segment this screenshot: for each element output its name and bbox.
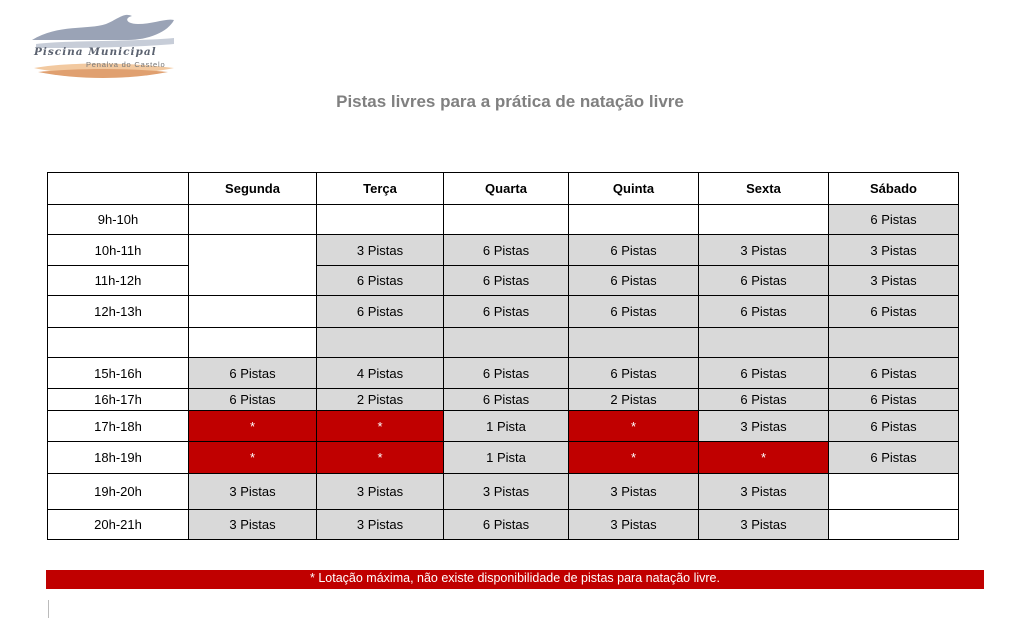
schedule-table (47, 172, 959, 540)
header-row (48, 173, 959, 205)
schedule-cell (317, 328, 444, 358)
schedule-cell: 6 Pistas (699, 266, 829, 296)
table-row (48, 474, 959, 510)
schedule-cell: 6 Pistas (444, 296, 569, 328)
text-cursor (48, 600, 49, 618)
schedule-cell: 6 Pistas (829, 296, 959, 328)
schedule-cell: 6 Pistas (829, 205, 959, 235)
schedule-cell (189, 296, 317, 328)
day-header-thursday: Quinta (569, 173, 699, 205)
schedule-cell: 6 Pistas (699, 389, 829, 411)
full-capacity-cell: * (317, 411, 444, 442)
logo (28, 10, 178, 85)
table-row-break (48, 328, 959, 358)
schedule-cell: 3 Pistas (569, 474, 699, 510)
schedule-cell: 3 Pistas (317, 474, 444, 510)
schedule-cell: 6 Pistas (829, 442, 959, 474)
schedule-cell (829, 328, 959, 358)
schedule-cell: 3 Pistas (444, 474, 569, 510)
day-header-saturday: Sábado (829, 173, 959, 205)
page-title: Pistas livres para a prática de natação livre (336, 92, 684, 111)
day-header-wednesday: Quarta (444, 173, 569, 205)
full-capacity-cell: * (699, 442, 829, 474)
corner-cell (48, 173, 189, 205)
schedule-cell (317, 205, 444, 235)
full-capacity-cell: * (189, 442, 317, 474)
schedule-cell (569, 205, 699, 235)
hour-label: 12h-13h (48, 296, 189, 328)
table-row (48, 266, 959, 296)
table-row (48, 296, 959, 328)
table-row (48, 358, 959, 389)
hour-label: 18h-19h (48, 442, 189, 474)
schedule-cell (569, 328, 699, 358)
table-row (48, 442, 959, 474)
schedule-cell: 6 Pistas (317, 266, 444, 296)
table-row (48, 389, 959, 411)
schedule-cell: 4 Pistas (317, 358, 444, 389)
schedule-cell (189, 205, 317, 235)
footnote-banner: * Lotação máxima, não existe disponibilidade de pistas para natação livre. (46, 570, 984, 589)
schedule-cell (189, 235, 317, 296)
schedule-cell: 6 Pistas (829, 389, 959, 411)
schedule-cell: 6 Pistas (569, 358, 699, 389)
schedule-cell: 6 Pistas (444, 235, 569, 266)
full-capacity-cell: * (569, 442, 699, 474)
schedule-cell: 3 Pistas (699, 411, 829, 442)
day-header-friday: Sexta (699, 173, 829, 205)
schedule-cell: 2 Pistas (569, 389, 699, 411)
hour-label: 19h-20h (48, 474, 189, 510)
hour-label: 15h-16h (48, 358, 189, 389)
hour-label: 20h-21h (48, 510, 189, 540)
schedule-cell: 6 Pistas (699, 358, 829, 389)
schedule-cell: 3 Pistas (699, 235, 829, 266)
table-row (48, 510, 959, 540)
schedule-cell: 6 Pistas (444, 266, 569, 296)
hour-label: 9h-10h (48, 205, 189, 235)
table-row (48, 205, 959, 235)
hour-label: 10h-11h (48, 235, 189, 266)
table-row (48, 235, 959, 266)
schedule-cell: 6 Pistas (569, 296, 699, 328)
schedule-cell (444, 328, 569, 358)
schedule-cell: 6 Pistas (569, 266, 699, 296)
schedule-cell (699, 328, 829, 358)
hour-label: 11h-12h (48, 266, 189, 296)
logo-subtitle: Penalva do Castelo (86, 60, 166, 69)
schedule-cell: 6 Pistas (317, 296, 444, 328)
schedule-cell: 3 Pistas (189, 474, 317, 510)
day-header-tuesday: Terça (317, 173, 444, 205)
schedule-cell: 3 Pistas (317, 510, 444, 540)
hour-label: 16h-17h (48, 389, 189, 411)
schedule-cell: 3 Pistas (699, 510, 829, 540)
schedule-cell: 6 Pistas (444, 389, 569, 411)
schedule-cell: 1 Pista (444, 411, 569, 442)
schedule-cell: 3 Pistas (317, 235, 444, 266)
schedule-cell: 3 Pistas (189, 510, 317, 540)
schedule-cell: 2 Pistas (317, 389, 444, 411)
hour-label: 17h-18h (48, 411, 189, 442)
schedule-cell: 1 Pista (444, 442, 569, 474)
schedule-cell (189, 328, 317, 358)
schedule-cell: 3 Pistas (699, 474, 829, 510)
full-capacity-cell: * (569, 411, 699, 442)
full-capacity-cell: * (189, 411, 317, 442)
schedule-cell (699, 205, 829, 235)
full-capacity-cell: * (317, 442, 444, 474)
schedule-cell (829, 474, 959, 510)
schedule-cell: 6 Pistas (569, 235, 699, 266)
schedule-cell: 3 Pistas (829, 235, 959, 266)
day-header-monday: Segunda (189, 173, 317, 205)
schedule-cell: 3 Pistas (569, 510, 699, 540)
schedule-cell: 6 Pistas (444, 510, 569, 540)
table-row (48, 411, 959, 442)
empty-hour-label (48, 328, 189, 358)
schedule-cell (829, 510, 959, 540)
schedule-cell: 6 Pistas (699, 296, 829, 328)
schedule-cell (444, 205, 569, 235)
schedule-cell: 6 Pistas (829, 358, 959, 389)
schedule-cell: 3 Pistas (829, 266, 959, 296)
schedule-cell: 6 Pistas (829, 411, 959, 442)
schedule-cell: 6 Pistas (189, 358, 317, 389)
schedule-cell: 6 Pistas (189, 389, 317, 411)
logo-name: Piscina Municipal (34, 46, 157, 58)
schedule-cell: 6 Pistas (444, 358, 569, 389)
